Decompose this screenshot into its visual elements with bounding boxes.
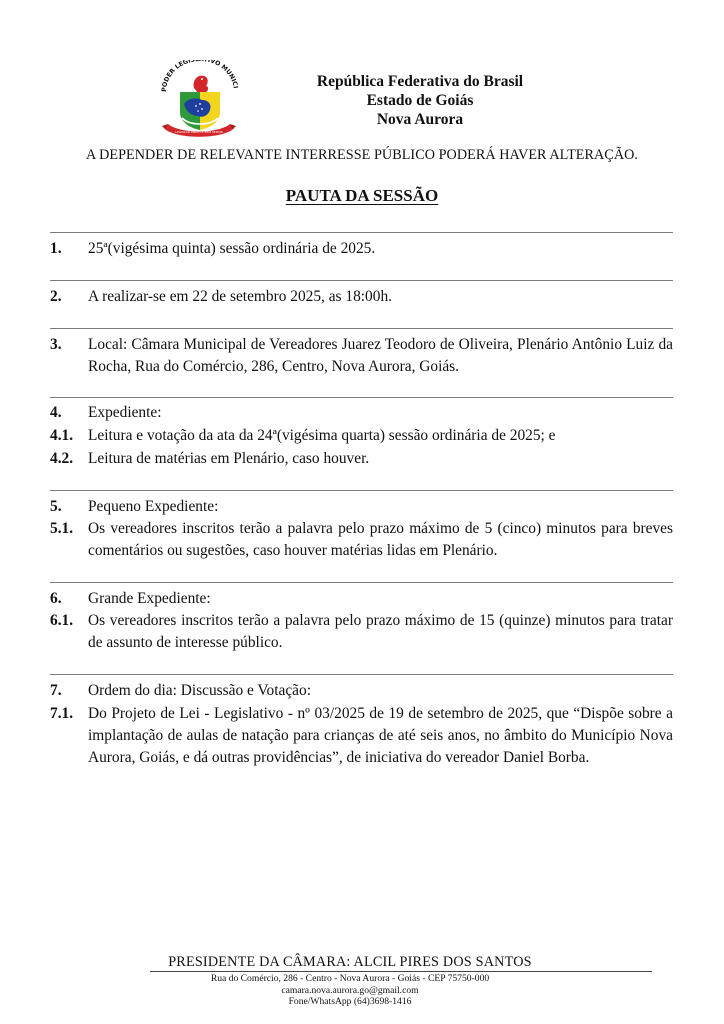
item-text: Local: Câmara Municipal de Vereadores Juarez Teodoro de Oliveira, Plenário Antônio Luiz da Rocha, Rua do Comércio, 286, Centro, Nova Aurora, Goiás. — [88, 336, 673, 375]
footer-email[interactable]: camara.nova.aurora.go@gmail.com — [281, 984, 419, 996]
footer-phone: Fone/WhatsApp (64)3698-1416 — [288, 996, 412, 1007]
item-text: Os vereadores inscritos terão a palavra pelo prazo máximo de 5 (cinco) minutos para breves comentários ou sugestões, caso houver matérias lidas em Plenário. — [88, 520, 673, 559]
item-text: A realizar-se em 22 de setembro 2025, as 18:00h. — [88, 288, 392, 305]
item-number: 3. — [50, 336, 62, 353]
item-text: Expediente: — [88, 404, 162, 421]
item-number: 7. — [50, 682, 62, 699]
section-divider — [50, 490, 673, 491]
item-number: 2. — [50, 288, 62, 305]
item-number: 6.1. — [50, 612, 74, 629]
legislative-seal-logo — [158, 60, 240, 140]
agenda-item-4-1 — [50, 425, 673, 447]
header-republic: República Federativa do Brasil — [316, 73, 524, 90]
item-text: Grande Expediente: — [88, 590, 211, 607]
item-number: 4. — [50, 404, 62, 421]
item-text: Do Projeto de Lei - Legislativo - nº 03/2025 de 19 de setembro de 2025, que “Dispõe sobre a implantação de aulas de natação para crianças de até seis anos, no âmbito do Município Nova Aurora, Goiás, e dá outras providências”, de iniciativa do vereador Daniel Borba. — [88, 705, 673, 766]
agenda-item-6 — [50, 588, 673, 610]
agenda-item-5 — [50, 496, 673, 518]
agenda-item-4-2 — [50, 448, 673, 470]
president-signature-line: PRESIDENTE DA CÂMARA: ALCIL PIRES DOS SANTOS — [168, 954, 532, 970]
change-notice: A DEPENDER DE RELEVANTE INTERRESSE PÚBLICO PODERÁ HAVER ALTERAÇÃO. — [85, 147, 639, 163]
footer-address: Rua do Comércio, 286 - Centro - Nova Aurora - Goiás - CEP 75750-000 — [210, 973, 490, 984]
section-divider — [50, 280, 673, 281]
agenda-item-3 — [50, 334, 673, 378]
seal-ribbon-text: LEGISLAR UNIDO E BEM SERVIR — [175, 130, 223, 134]
item-number: 5. — [50, 498, 62, 515]
page-title: PAUTA DA SESSÃO — [285, 186, 439, 205]
agenda-item-6-1 — [50, 610, 673, 654]
agenda-item-2 — [50, 286, 673, 308]
agenda-item-1 — [50, 238, 673, 260]
agenda-item-7-1 — [50, 703, 673, 769]
section-divider — [50, 674, 673, 675]
agenda-item-4 — [50, 402, 673, 424]
item-number: 6. — [50, 590, 62, 607]
item-number: 1. — [50, 240, 62, 257]
agenda-item-7 — [50, 680, 673, 702]
item-number: 4.1. — [50, 427, 74, 444]
document-header — [270, 72, 570, 129]
header-municipality: Nova Aurora — [376, 111, 464, 128]
footer-contact — [150, 973, 550, 1008]
header-state: Estado de Goiás — [366, 92, 474, 109]
section-divider — [50, 397, 673, 398]
section-divider — [50, 582, 673, 583]
footer-divider — [150, 971, 652, 972]
section-divider — [50, 328, 673, 329]
section-divider — [50, 232, 673, 233]
item-text: Os vereadores inscritos terão a palavra pelo prazo máximo de 15 (quinze) minutos para tratar de assunto de interesse público. — [88, 612, 673, 651]
item-number: 7.1. — [50, 705, 74, 722]
item-text: 25ª(vigésima quinta) sessão ordinária de 2025. — [88, 240, 376, 257]
item-number: 5.1. — [50, 520, 74, 537]
item-number: 4.2. — [50, 450, 74, 467]
item-text: Leitura e votação da ata da 24ª(vigésima quarta) sessão ordinária de 2025; e — [88, 427, 556, 444]
seal-top-text: PODER LEGIS IVO MUNICI — [160, 60, 239, 93]
item-text: Leitura de matérias em Plenário, caso houver. — [88, 450, 370, 467]
agenda-item-5-1 — [50, 518, 673, 562]
item-text: Pequeno Expediente: — [88, 498, 219, 515]
item-text: Ordem do dia: Discussão e Votação: — [88, 682, 311, 699]
